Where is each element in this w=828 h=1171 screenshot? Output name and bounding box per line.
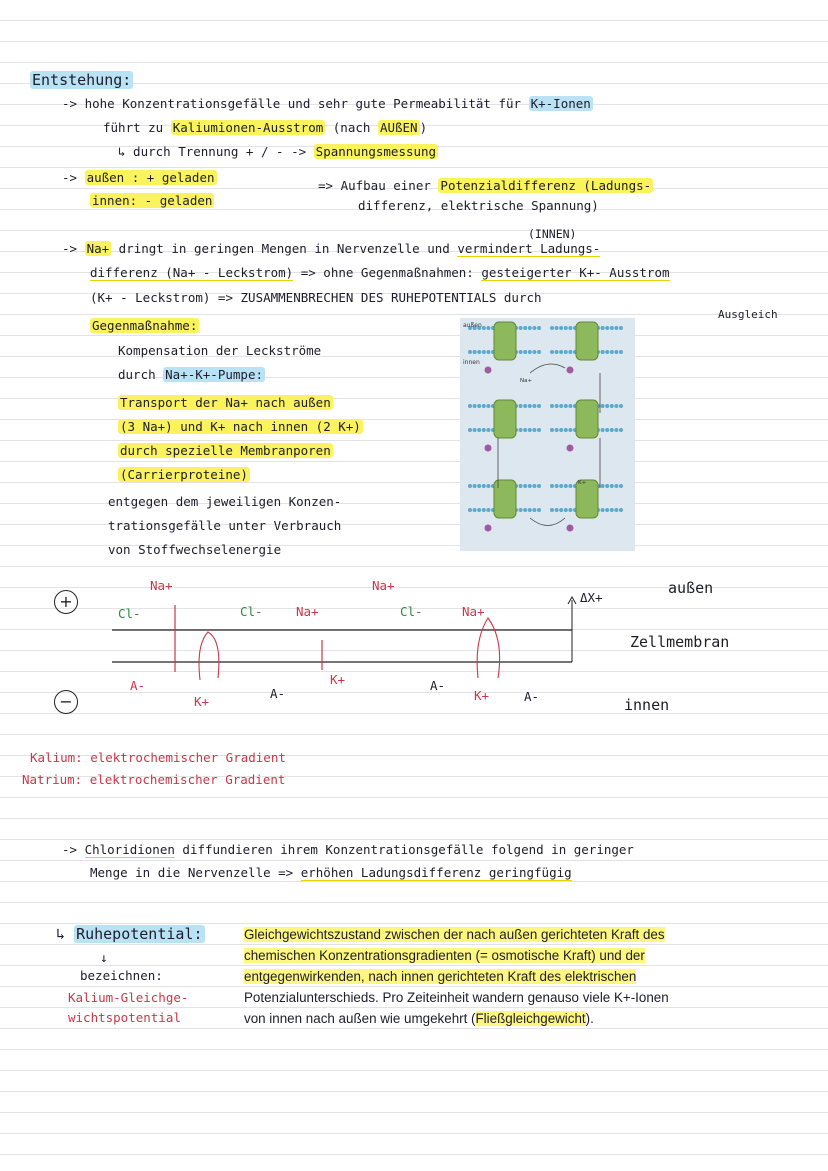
cl-label-3: Cl- (400, 604, 423, 619)
def-line-4 (244, 987, 764, 1008)
lipid-head (568, 404, 572, 408)
natrium-gradient: Natrium: elektrochemischer Gradient (22, 772, 286, 787)
c1-rest: diffundieren ihrem Konzentrationsgefälle folgend in geringer (174, 842, 634, 857)
lipid-head (468, 508, 472, 512)
lipid-head (614, 508, 618, 512)
l1-highlight: K+-Ionen (530, 96, 591, 111)
t1-text: Transport der Na+ nach außen (120, 395, 331, 410)
k-label-2: K+ (330, 672, 346, 687)
line-4 (318, 178, 653, 194)
lipid-head (537, 404, 541, 408)
lipid-head (523, 404, 527, 408)
lipid-head (614, 350, 618, 354)
ruhe-arrow: ↳ (56, 925, 75, 943)
lipid-head (468, 350, 472, 354)
lipid-head (605, 484, 609, 488)
lipid-head (523, 508, 527, 512)
lipid-head (486, 404, 490, 408)
lipid-head (468, 484, 472, 488)
l2-highlight-1: Kaliumionen-Ausstrom (172, 120, 324, 135)
na-label-3: Na+ (372, 578, 395, 593)
l5-text: differenz, elektrische Spannung) (358, 198, 599, 213)
lipid-head (482, 404, 486, 408)
l7-underline: differenz (Na+ - Leckstrom) (90, 265, 294, 280)
figure-label-na: Na+ (520, 378, 533, 384)
lipid-head (605, 428, 609, 432)
ion-ball (485, 445, 492, 452)
lipid-head (528, 484, 532, 488)
aussen-label: außen (668, 579, 714, 597)
lipid-head (477, 508, 481, 512)
a-label-3: A- (430, 678, 446, 693)
charge-block: -> außen : + geladen (62, 170, 215, 185)
lipid-head (523, 326, 527, 330)
lipid-head (477, 404, 481, 408)
figure-label-k: K+ (578, 480, 587, 486)
lipid-head (555, 484, 559, 488)
k2-highlight: Na+-K+-Pumpe: (165, 367, 263, 382)
lipid-head (523, 428, 527, 432)
lipid-head (486, 326, 490, 330)
lipid-head (537, 508, 541, 512)
pump-illustration (460, 318, 635, 551)
lipid-head (482, 350, 486, 354)
l2-prefix: führt zu (103, 120, 171, 135)
a-label-2: A- (270, 686, 286, 701)
l8-text: (K+ - Leckstrom) => ZUSAMMENBRECHEN DES RUHEPOTENTIALS durch (90, 290, 542, 305)
cycle-arrow-1 (530, 364, 565, 373)
k-label-3: K+ (474, 688, 490, 703)
a-label-4: A- (524, 689, 540, 704)
pump-protein (494, 480, 516, 518)
def-3: entgegenwirkenden, nach innen gerichteten Kraft des elektrischen (244, 969, 637, 984)
def-1: Gleichgewichtszustand zwischen der nach außen gerichteten Kraft des (244, 927, 665, 942)
lipid-head (537, 350, 541, 354)
k2-prefix: durch (118, 367, 164, 382)
lipid-head (477, 428, 481, 432)
lipid-head (486, 508, 490, 512)
lipid-head (564, 326, 568, 330)
def-line-5 (244, 1008, 764, 1029)
line-2 (103, 120, 427, 136)
l6-rest: dringt in geringen Mengen in Nervenzelle und (111, 241, 458, 256)
t3-text: durch spezielle Membranporen (120, 443, 331, 458)
lipid-head (532, 350, 536, 354)
ruhe-definition (244, 924, 764, 1029)
lipid-head (610, 404, 614, 408)
lipid-head (477, 484, 481, 488)
k-loop-1 (199, 632, 219, 680)
pump-figure (460, 318, 635, 551)
lipid-head (482, 428, 486, 432)
lipid-head (555, 428, 559, 432)
line-6 (62, 241, 600, 257)
ruhe-label-text: Ruhepotential: (76, 925, 203, 943)
ion-ball (567, 525, 574, 532)
gegenmassnahme (90, 318, 199, 334)
innen-label: innen (624, 696, 670, 714)
l6-underline: vermindert Ladungs- (457, 241, 601, 256)
figure-label-aussen: außen (463, 322, 482, 329)
lipid-head (482, 508, 486, 512)
lipid-head (528, 428, 532, 432)
kalium-gradient: Kalium: elektrochemischer Gradient (30, 750, 286, 765)
lipid-head (605, 508, 609, 512)
t1 (118, 395, 333, 411)
t4-text: (Carrierproteine) (120, 467, 248, 482)
ruhe-down: ↓ (100, 950, 108, 965)
k-label-1: K+ (194, 694, 210, 709)
lipid-head (564, 484, 568, 488)
figure-label-innen: innen (463, 359, 480, 366)
lipid-head (614, 404, 618, 408)
lipid-head (619, 350, 623, 354)
lipid-head (523, 350, 527, 354)
l4-arrow: => Aufbau einer (318, 178, 439, 193)
lipid-head (619, 428, 623, 432)
inner-charge-line (90, 193, 214, 209)
lipid-head (532, 326, 536, 330)
lipid-head (519, 484, 523, 488)
t2 (118, 419, 363, 435)
lipid-head (619, 404, 623, 408)
cycle-arrow-4 (530, 518, 565, 526)
l4-highlight: Potenzialdifferenz (Ladungs- (440, 178, 652, 193)
k-loop-2 (477, 618, 500, 678)
lipid-head (473, 484, 477, 488)
lipid-head (550, 428, 554, 432)
delta-arrowhead (568, 597, 576, 604)
chlorid-line-1 (62, 842, 634, 858)
def-5c: ). (585, 1011, 594, 1026)
innen-note: (INNEN) (528, 227, 577, 241)
lipid-head (519, 508, 523, 512)
lipid-head (601, 508, 605, 512)
pump-protein (576, 322, 598, 360)
lipid-head (559, 350, 563, 354)
lipid-head (537, 484, 541, 488)
l6-prefix: -> (62, 241, 85, 256)
cl-label-1: Cl- (118, 606, 141, 621)
lipid-head (528, 404, 532, 408)
lipid-head (550, 404, 554, 408)
lipid-head (550, 484, 554, 488)
lipid-head (482, 326, 486, 330)
membran-label: Zellmembran (630, 633, 730, 651)
na-label-4: Na+ (462, 604, 485, 619)
t4 (118, 467, 250, 483)
t3 (118, 443, 333, 459)
lipid-head (605, 350, 609, 354)
lipid-head (610, 350, 614, 354)
lipid-head (555, 350, 559, 354)
lipid-head (473, 350, 477, 354)
def-line-1 (244, 924, 764, 945)
l7-mid: => ohne Gegenmaßnahmen: (293, 265, 482, 280)
lipid-head (601, 404, 605, 408)
def-5b: Fließgleichgewicht (475, 1011, 586, 1026)
e3: von Stoffwechselenergie (108, 542, 282, 557)
lipid-head (519, 350, 523, 354)
lipid-head (532, 484, 536, 488)
lipid-head (537, 428, 541, 432)
ruhe-label (56, 926, 205, 942)
gegen-text: Gegenmaßnahme: (92, 318, 198, 333)
lipid-head (564, 508, 568, 512)
ruhe-kal-1: Kalium-Gleichge- (68, 990, 189, 1005)
ruhe-bez: bezeichnen: (80, 968, 163, 983)
lipid-head (555, 508, 559, 512)
lipid-head (555, 326, 559, 330)
lipid-head (486, 350, 490, 354)
c1-prefix: -> (62, 842, 85, 857)
lipid-head (610, 508, 614, 512)
lipid-head (528, 326, 532, 330)
ion-ball (485, 367, 492, 374)
outer-charge: außen : + geladen (86, 170, 215, 185)
lipid-head (568, 508, 572, 512)
lipid-head (550, 508, 554, 512)
lipid-head (610, 484, 614, 488)
lipid-head (559, 508, 563, 512)
pump-protein (494, 322, 516, 360)
lipid-head (614, 484, 618, 488)
lipid-head (568, 428, 572, 432)
lipid-head (559, 326, 563, 330)
c2-underline: erhöhen Ladungsdifferenz geringfügig (300, 865, 572, 880)
def-line-3 (244, 966, 764, 987)
lipid-head (564, 350, 568, 354)
ruhe-kal-2: wichtspotential (68, 1010, 181, 1025)
l2-suffix: ) (419, 120, 428, 135)
cl-label-2: Cl- (240, 604, 263, 619)
lipid-head (559, 484, 563, 488)
lipid-head (614, 326, 618, 330)
e2: trationsgefälle unter Verbrauch (108, 518, 342, 533)
c1-underline: Chloridionen (84, 842, 175, 857)
lipid-head (614, 428, 618, 432)
lipid-head (477, 350, 481, 354)
lipid-head (528, 350, 532, 354)
line-8 (90, 290, 542, 306)
c2-prefix: Menge in die Nervenzelle => (90, 865, 301, 880)
lipid-head (468, 404, 472, 408)
lipid-head (519, 326, 523, 330)
l3-prefix: ↳ durch Trennung + / - -> (118, 144, 314, 159)
def-5: von innen nach außen wie umgekehrt ( (244, 1011, 476, 1026)
lipid-head (486, 484, 490, 488)
lipid-head (564, 404, 568, 408)
l7-underline-2: gesteigerter K+- Ausstrom (481, 265, 670, 280)
heading-text: Entstehung: (32, 71, 132, 89)
chlorid-line-2 (90, 865, 572, 881)
k2 (118, 367, 265, 383)
lipid-head (473, 508, 477, 512)
lipid-head (482, 484, 486, 488)
plus-sign: + (54, 590, 78, 614)
pump-protein (576, 400, 598, 438)
def-4: Potenzialunterschieds. Pro Zeiteinheit wandern genauso viele K+-Ionen (244, 990, 669, 1005)
na-label-2: Na+ (296, 604, 319, 619)
def-line-2 (244, 945, 764, 966)
delta-label: ΔX+ (580, 590, 603, 605)
lipid-head (601, 326, 605, 330)
lipid-head (519, 428, 523, 432)
lipid-head (519, 404, 523, 408)
lipid-head (601, 350, 605, 354)
lipid-head (564, 428, 568, 432)
l3-highlight: Spannungsmessung (315, 144, 437, 159)
lipid-head (619, 484, 623, 488)
lipid-head (550, 326, 554, 330)
heading (30, 72, 133, 88)
l6-highlight: Na+ (86, 241, 110, 256)
pump-protein (494, 400, 516, 438)
a-label-1: A- (130, 678, 146, 693)
ion-ball (567, 445, 574, 452)
line-1 (62, 96, 593, 112)
t2-text: (3 Na+) und K+ nach innen (2 K+) (120, 419, 361, 434)
lipid-head (559, 404, 563, 408)
lipid-head (555, 404, 559, 408)
lipid-head (468, 428, 472, 432)
lipid-head (532, 404, 536, 408)
lipid-head (568, 326, 572, 330)
lipid-head (486, 428, 490, 432)
lipid-head (610, 428, 614, 432)
lipid-head (605, 404, 609, 408)
lipid-head (605, 326, 609, 330)
l2-mid: (nach (325, 120, 378, 135)
lipid-head (523, 484, 527, 488)
na-label-1: Na+ (150, 578, 173, 593)
l2-highlight-2: AUßEN (379, 120, 418, 135)
lipid-head (532, 428, 536, 432)
lipid-head (528, 508, 532, 512)
e1: entgegen dem jeweiligen Konzen- (108, 494, 342, 509)
line-3 (118, 144, 438, 160)
line-5 (358, 198, 599, 214)
lipid-head (537, 326, 541, 330)
lipid-head (619, 508, 623, 512)
inner-charge: innen: - geladen (92, 193, 213, 208)
line-8b: Ausgleich (718, 308, 778, 321)
k1: Kompensation der Leckströme (118, 343, 322, 358)
lipid-head (601, 484, 605, 488)
minus-sign: − (54, 690, 78, 714)
line-7 (90, 265, 670, 281)
lipid-head (568, 350, 572, 354)
l1-text: -> hohe Konzentrationsgefälle und sehr gute Permeabilität für (62, 96, 529, 111)
lipid-head (473, 428, 477, 432)
lipid-head (550, 350, 554, 354)
lipid-head (473, 404, 477, 408)
lipid-head (532, 508, 536, 512)
def-2: chemischen Konzentrationsgradienten (= osmotische Kraft) und der (244, 948, 645, 963)
lipid-head (601, 428, 605, 432)
lipid-head (619, 326, 623, 330)
ion-ball (485, 525, 492, 532)
lipid-head (610, 326, 614, 330)
lipid-head (559, 428, 563, 432)
lipid-head (568, 484, 572, 488)
ion-ball (567, 367, 574, 374)
